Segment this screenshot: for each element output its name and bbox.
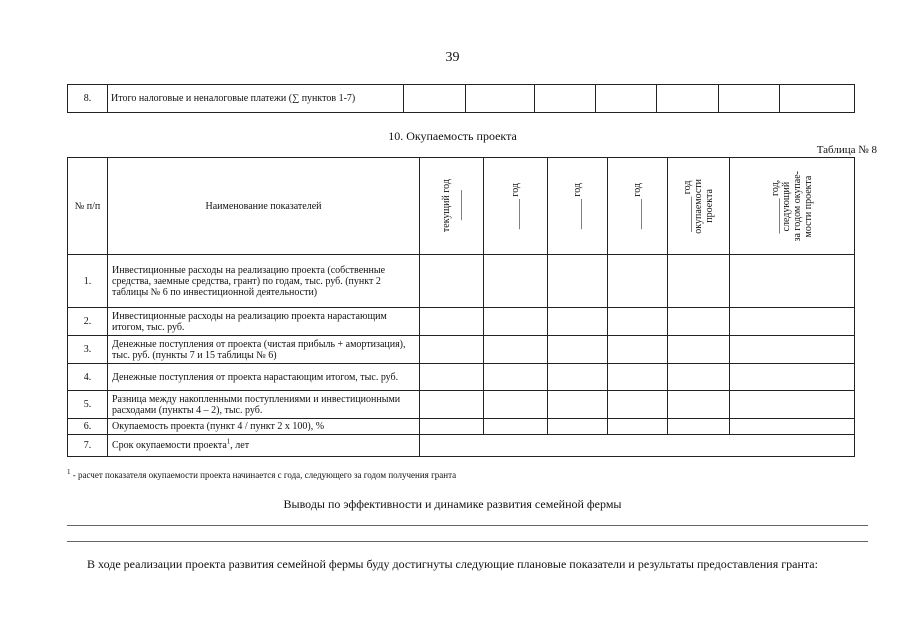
row-number: 1. [68, 255, 108, 308]
value-cell[interactable] [608, 308, 668, 336]
value-cell[interactable] [668, 308, 730, 336]
value-cell[interactable] [484, 336, 548, 364]
value-cell[interactable] [668, 391, 730, 419]
payback-period-cell[interactable] [420, 435, 855, 457]
section-title: 10. Окупаемость проекта [388, 129, 517, 143]
value-cell[interactable] [730, 255, 855, 308]
row-label: Инвестиционные расходы на реализацию проекта нарастающим итогом, тыс. руб. [108, 308, 420, 336]
row-number: 8. [68, 85, 108, 113]
conclusions-line[interactable] [67, 525, 868, 526]
header-row [68, 158, 855, 255]
row-number: 3. [68, 336, 108, 364]
row-label: Разница между накопленными поступлениями и инвестиционными расходами (пункты 4 – 2), тыс. руб. [108, 391, 420, 419]
value-cell[interactable] [608, 391, 668, 419]
value-cell[interactable] [548, 419, 608, 435]
value-cell[interactable] [466, 85, 535, 113]
table-row [68, 336, 855, 364]
footnote-marker: 1 [226, 437, 231, 446]
value-cell[interactable] [668, 419, 730, 435]
table-row [68, 391, 855, 419]
table-row [68, 85, 855, 113]
value-cell[interactable] [548, 391, 608, 419]
header-num: № п/п [68, 158, 108, 255]
row-number: 6. [68, 419, 108, 435]
value-cell[interactable] [608, 419, 668, 435]
table-caption: Таблица № 8 [816, 144, 877, 156]
header-year-after-payback: _______ год, следующий за годом окупае- мости проекта [730, 158, 855, 255]
header-year-4: ______ год [608, 158, 668, 255]
value-cell[interactable] [780, 85, 855, 113]
page-number: 39 [445, 50, 460, 65]
row-number: 5. [68, 391, 108, 419]
payback-table [67, 157, 855, 457]
header-year-current: текущий год ______ [420, 158, 484, 255]
row-label: Окупаемость проекта (пункт 4 / пункт 2 х 100), % [108, 419, 420, 435]
footnote: $^1$ - расчет показателя окупаемости проекта начинается с года, следующего за годом получения гранта [67, 468, 457, 480]
table-row [68, 364, 855, 391]
bottom-text: В ходе реализации проекта развития семейной фермы буду достигнуты следующие плановые показатели и результаты предоставления гранта: [87, 557, 818, 571]
value-cell[interactable] [548, 308, 608, 336]
row-label: Денежные поступления от проекта нарастающим итогом, тыс. руб. [108, 364, 420, 391]
header-name: Наименование показателей [108, 158, 420, 255]
row-label: Денежные поступления от проекта (чистая прибыль + амортизация), тыс. руб. (пункты 7 и 15 таблицы № 6) [108, 336, 420, 364]
table-row [68, 419, 855, 435]
table-row [68, 255, 855, 308]
value-cell[interactable] [730, 419, 855, 435]
value-cell[interactable] [730, 336, 855, 364]
row-number: 7. [68, 435, 108, 457]
value-cell[interactable] [657, 85, 719, 113]
conclusions-title: Выводы по эффективности и динамике развития семейной фермы [283, 497, 622, 511]
value-cell[interactable] [484, 308, 548, 336]
value-cell[interactable] [668, 336, 730, 364]
value-cell[interactable] [420, 364, 484, 391]
row-number: 4. [68, 364, 108, 391]
value-cell[interactable] [484, 419, 548, 435]
value-cell[interactable] [668, 364, 730, 391]
value-cell[interactable] [535, 85, 596, 113]
header-year-3: ______ год [548, 158, 608, 255]
conclusions-line[interactable] [67, 541, 868, 542]
value-cell[interactable] [730, 364, 855, 391]
value-cell[interactable] [730, 308, 855, 336]
value-cell[interactable] [548, 336, 608, 364]
value-cell[interactable] [484, 364, 548, 391]
value-cell[interactable] [420, 419, 484, 435]
value-cell[interactable] [404, 85, 466, 113]
table-row [68, 308, 855, 336]
table-row [68, 435, 855, 457]
row-label: Итого налоговые и неналоговые платежи (∑ пунктов 1-7) [108, 85, 404, 113]
value-cell[interactable] [596, 85, 657, 113]
header-year-2: ______ год [484, 158, 548, 255]
value-cell[interactable] [608, 336, 668, 364]
value-cell[interactable] [420, 336, 484, 364]
value-cell[interactable] [730, 391, 855, 419]
tax-total-table [67, 84, 855, 113]
header-year-payback: _______ год окупаемости проекта [668, 158, 730, 255]
row-label: Срок окупаемости проекта$^1$, лет [108, 435, 420, 457]
value-cell[interactable] [484, 255, 548, 308]
value-cell[interactable] [484, 391, 548, 419]
value-cell[interactable] [420, 391, 484, 419]
value-cell[interactable] [420, 255, 484, 308]
row-number: 2. [68, 308, 108, 336]
value-cell[interactable] [719, 85, 780, 113]
value-cell[interactable] [668, 255, 730, 308]
value-cell[interactable] [548, 255, 608, 308]
value-cell[interactable] [608, 255, 668, 308]
value-cell[interactable] [548, 364, 608, 391]
value-cell[interactable] [608, 364, 668, 391]
row-label: Инвестиционные расходы на реализацию проекта (собственные средства, заемные средства, грант) по годам, тыс. руб. (пункт 2 таблицы № 6 по инвестиционной деятельности) [108, 255, 420, 308]
value-cell[interactable] [420, 308, 484, 336]
